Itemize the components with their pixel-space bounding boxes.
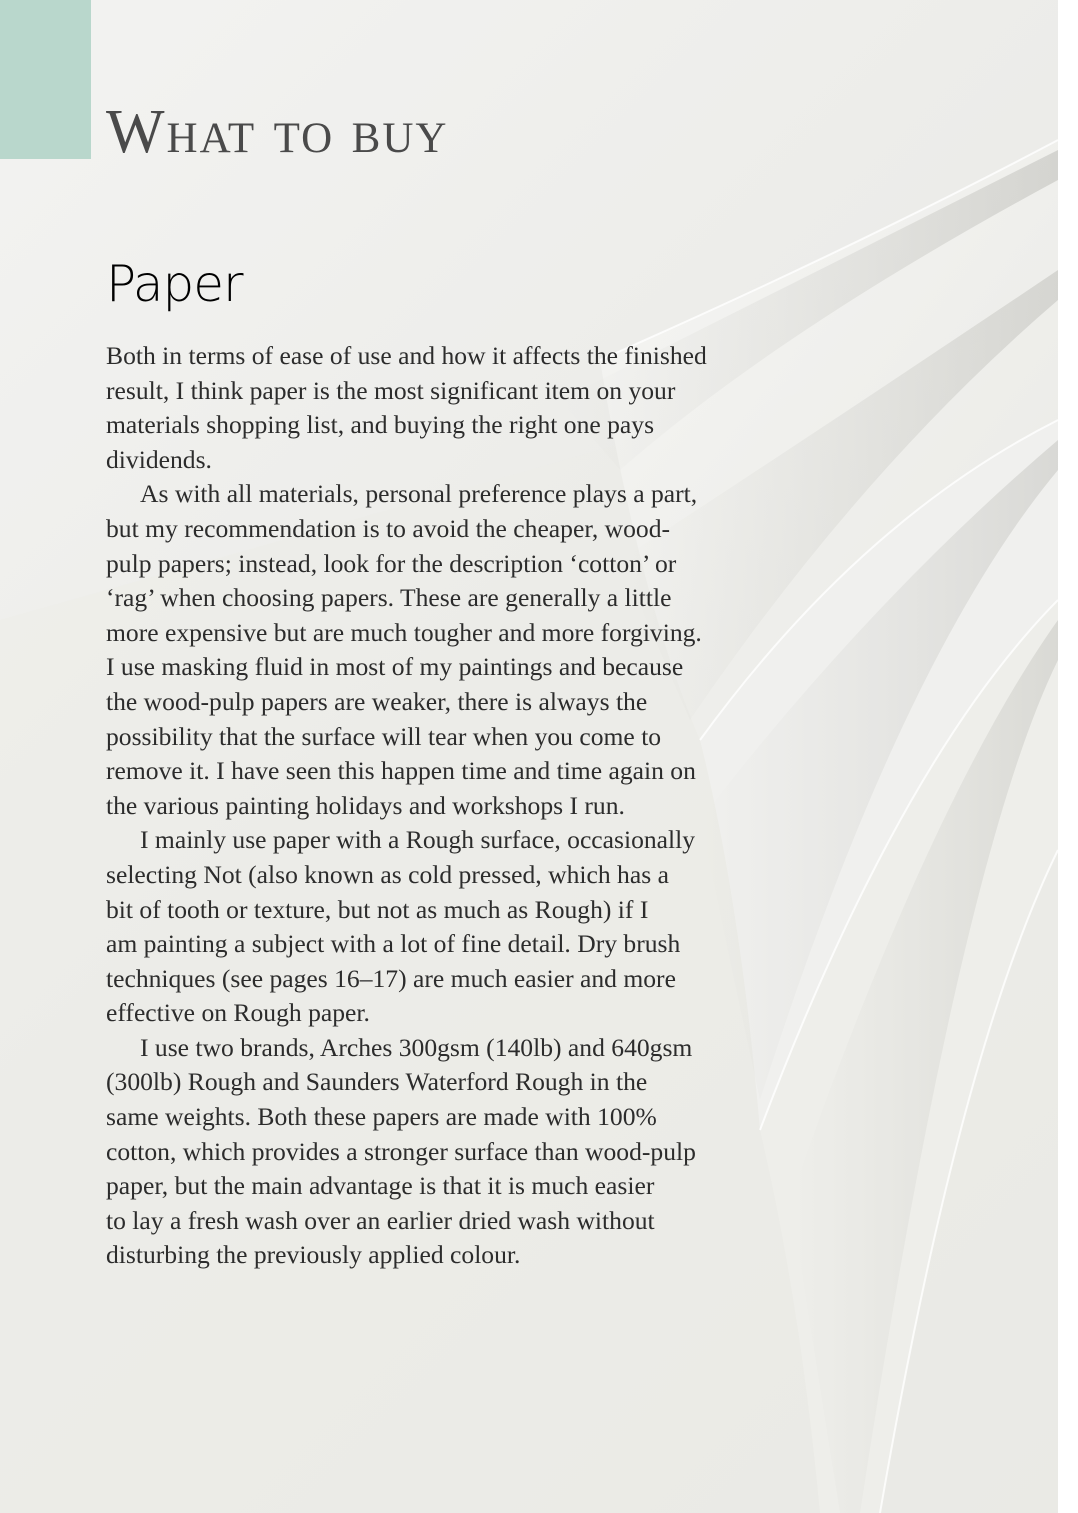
chapter-title: What to buy	[106, 98, 449, 166]
text-line: selecting Not (also known as cold pressed, which has a	[106, 859, 669, 889]
text-line: same weights. Both these papers are made with 100%	[106, 1102, 657, 1132]
text-line: I use masking fluid in most of my paintings and because	[106, 652, 684, 682]
text-line: I mainly use paper with a Rough surface, occasionally	[140, 825, 696, 855]
text-line: bit of tooth or texture, but not as much as Rough) if I	[106, 894, 649, 924]
text-line: techniques (see pages 16–17) are much easier and more	[106, 963, 676, 993]
text-line: but my recommendation is to avoid the cheaper, wood-	[106, 513, 671, 543]
text-line: result, I think paper is the most significant item on your	[106, 375, 676, 405]
paragraph	[106, 477, 776, 823]
chapter-color-tab	[0, 0, 91, 159]
text-line: ‘rag’ when choosing papers. These are generally a little	[106, 583, 672, 613]
text-line: As with all materials, personal preference plays a part,	[140, 479, 698, 509]
body-text	[106, 339, 776, 1273]
text-line: Both in terms of ease of use and how it affects the finished	[106, 341, 707, 370]
paragraph	[106, 339, 776, 477]
text-line: effective on Rough paper.	[106, 998, 370, 1028]
text-line: am painting a subject with a lot of fine detail. Dry brush	[106, 929, 681, 959]
text-line: remove it. I have seen this happen time and time again on	[106, 756, 696, 786]
text-line: to lay a fresh wash over an earlier dried wash without	[106, 1205, 655, 1235]
text-line: I use two brands, Arches 300gsm (140lb) and 640gsm	[140, 1032, 693, 1062]
text-line: more expensive but are much tougher and more forgiving.	[106, 617, 702, 647]
text-line: disturbing the previously applied colour.	[106, 1240, 521, 1270]
text-line: pulp papers; instead, look for the description ‘cotton’ or	[106, 548, 677, 578]
text-line: possibility that the surface will tear when you come to	[106, 721, 662, 751]
section-title: Paper	[106, 255, 243, 313]
text-line: materials shopping list, and buying the right one pays	[106, 410, 655, 440]
paragraph	[106, 1031, 776, 1273]
paragraph	[106, 823, 776, 1031]
text-line: paper, but the main advantage is that it is much easier	[106, 1171, 655, 1201]
page-margin-edge	[1058, 0, 1078, 1513]
text-line: cotton, which provides a stronger surface than wood-pulp	[106, 1136, 696, 1166]
text-line: the various painting holidays and workshops I run.	[106, 790, 625, 820]
text-line: the wood-pulp papers are weaker, there is always the	[106, 686, 648, 716]
text-line: dividends.	[106, 444, 212, 474]
text-line: (300lb) Rough and Saunders Waterford Rough in the	[106, 1067, 648, 1097]
